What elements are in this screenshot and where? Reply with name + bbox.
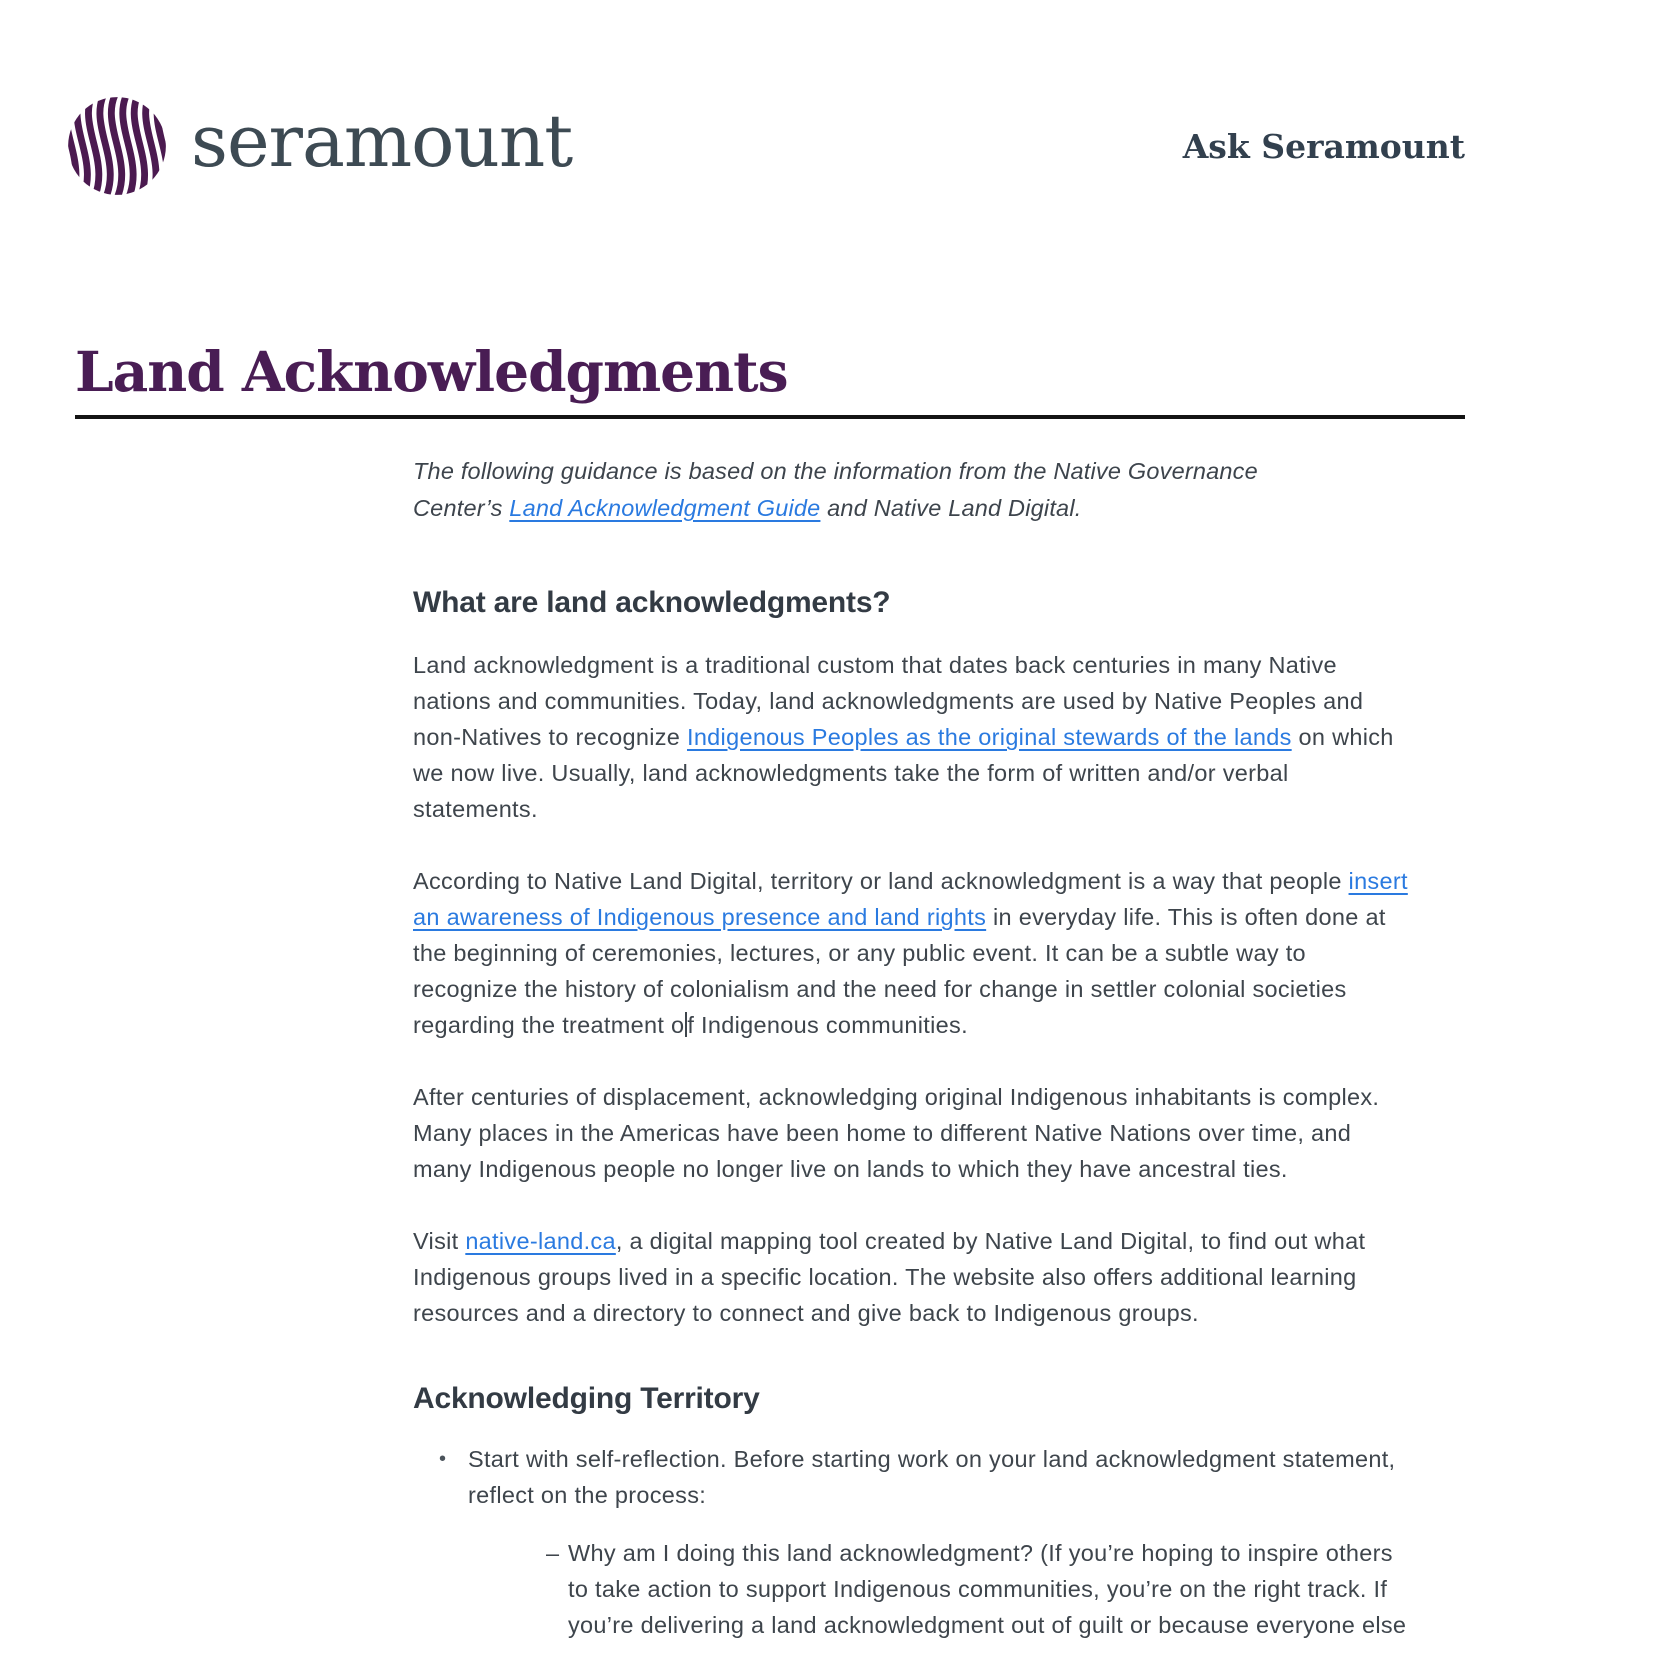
territory-bullet-list	[413, 1441, 1413, 1643]
seramount-swirl-icon	[65, 94, 169, 198]
brand-logo[interactable]	[65, 94, 572, 198]
intro-text	[413, 453, 1343, 527]
ask-seramount-link[interactable]: Ask Seramount	[1182, 126, 1465, 166]
awareness-land-rights-link[interactable]: insert an awareness of Indigenous presence and land rights	[413, 868, 1408, 930]
paragraph-2-text-after: f Indigenous communities.	[687, 1012, 968, 1038]
paragraph-1-text: Land acknowledgment is a traditional custom that dates back centuries in many Native nations and communities. Today, land acknowledgments are used by Native Peoples and non-Natives to recognize	[413, 652, 1364, 750]
paragraph-2	[413, 863, 1413, 1043]
paragraph-2-text-mid: in everyday life. This is often done at the beginning of ceremonies, lectures, or any public event. It can be a subtle way to recognize the history of colonialism and the need for change in settler colonial societies regarding the treatment o	[413, 904, 1386, 1038]
territory-sub-list	[468, 1535, 1413, 1643]
paragraph-4-text-after: , a digital mapping tool created by Native Land Digital, to find out what Indigenous groups lived in a specific location. The website also offers additional learning resources and a directory to connect and give back to Indigenous groups.	[413, 1228, 1366, 1326]
document-page	[0, 90, 1680, 1660]
paragraph-4-text: Visit	[413, 1228, 466, 1254]
paragraph-2-text: According to Native Land Digital, territory or land acknowledgment is a way that people	[413, 868, 1349, 894]
paragraph-4	[413, 1223, 1413, 1331]
page-title: Land Acknowledgments	[75, 339, 788, 404]
bullet-item-text: Start with self-reflection. Before starting work on your land acknowledgment statement, reflect on the process:	[468, 1446, 1396, 1508]
intro-text-before: The following guidance is based on the information from the Native Governance Center’s	[413, 458, 1258, 521]
brand-wordmark: seramount	[191, 99, 573, 183]
list-item	[468, 1535, 1413, 1643]
land-acknowledgment-guide-link[interactable]: Land Acknowledgment Guide	[509, 495, 821, 521]
header	[65, 90, 1465, 202]
content-column	[413, 453, 1413, 1643]
heading-what-are-land-acknowledgments: What are land acknowledgments?	[413, 586, 891, 619]
intro-text-after: and Native Land Digital.	[820, 495, 1082, 521]
sub-item-text: Why am I doing this land acknowledgment? (If you’re hoping to inspire others to take action to support Indigenous communities, you’re on the right track. If you’re delivering a land acknowledgment out of guilt or because everyone else	[568, 1540, 1407, 1638]
title-divider	[75, 415, 1465, 419]
indigenous-stewards-link[interactable]: Indigenous Peoples as the original stewards of the lands	[686, 724, 1292, 750]
heading-acknowledging-territory: Acknowledging Territory	[413, 1382, 760, 1415]
paragraph-1-text-after: on which we now live. Usually, land acknowledgments take the form of written and/or verbal statements.	[413, 724, 1394, 822]
paragraph-1	[413, 647, 1413, 827]
list-item	[413, 1441, 1413, 1643]
native-land-ca-link[interactable]: native-land.ca	[465, 1228, 616, 1254]
paragraph-3: After centuries of displacement, acknowledging original Indigenous inhabitants is complex. Many places in the Americas have been home to different Native Nations over time, and many Indigenous people no longer live on lands to which they have ancestral ties.	[413, 1084, 1380, 1182]
